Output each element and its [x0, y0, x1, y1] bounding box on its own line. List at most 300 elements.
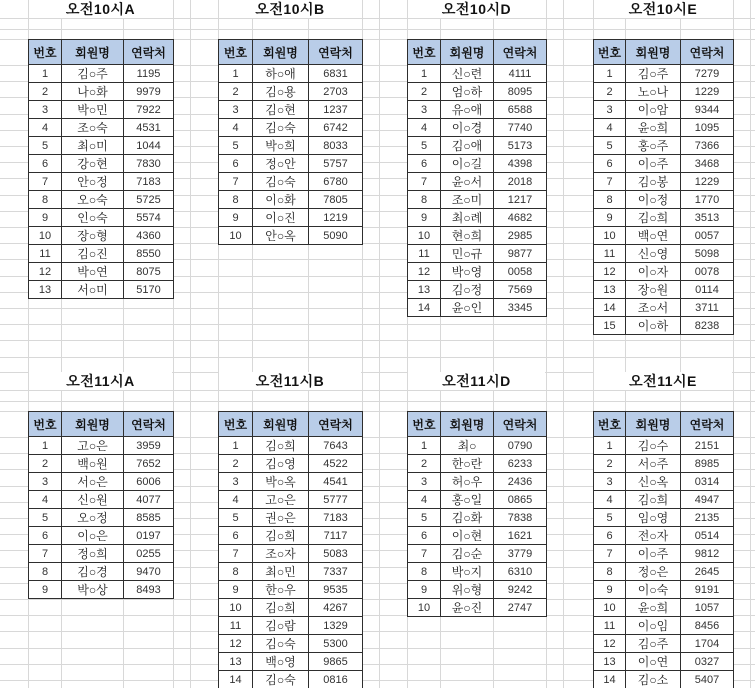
cell-phone[interactable]: 9979: [124, 83, 174, 101]
cell-name[interactable]: 이○숙: [626, 581, 681, 599]
cell-name[interactable]: 윤○희: [626, 119, 681, 137]
cell-no[interactable]: 9: [408, 581, 441, 599]
cell-name[interactable]: 김○수: [626, 437, 681, 455]
header-cell-phone[interactable]: 연락처: [124, 40, 174, 65]
cell-name[interactable]: 정○안: [253, 155, 309, 173]
cell-no[interactable]: 10: [594, 227, 626, 245]
header-cell-no[interactable]: 번호: [219, 412, 253, 437]
cell-name[interactable]: 현○희: [441, 227, 494, 245]
cell-name[interactable]: 김○소: [626, 671, 681, 688]
cell-phone[interactable]: 0790: [494, 437, 547, 455]
cell-name[interactable]: 신○련: [441, 65, 494, 83]
cell-phone[interactable]: 8095: [494, 83, 547, 101]
cell-name[interactable]: 이○자: [626, 263, 681, 281]
cell-no[interactable]: 12: [29, 263, 62, 281]
cell-name[interactable]: 박○민: [62, 101, 124, 119]
cell-name[interactable]: 홍○주: [626, 137, 681, 155]
table-title[interactable]: 오전11시E: [594, 372, 732, 390]
cell-no[interactable]: 10: [219, 599, 253, 617]
cell-name[interactable]: 최○미: [62, 137, 124, 155]
table-title[interactable]: 오전10시A: [29, 0, 172, 18]
cell-name[interactable]: 엄○하: [441, 83, 494, 101]
cell-phone[interactable]: 8033: [309, 137, 363, 155]
header-cell-phone[interactable]: 연락처: [681, 412, 734, 437]
cell-name[interactable]: 이○정: [626, 191, 681, 209]
cell-phone[interactable]: 7117: [309, 527, 363, 545]
cell-phone[interactable]: 3779: [494, 545, 547, 563]
cell-name[interactable]: 전○자: [626, 527, 681, 545]
cell-phone[interactable]: 8075: [124, 263, 174, 281]
cell-phone[interactable]: 8238: [681, 317, 734, 335]
cell-phone[interactable]: 9535: [309, 581, 363, 599]
cell-name[interactable]: 조○미: [441, 191, 494, 209]
cell-name[interactable]: 이○길: [441, 155, 494, 173]
cell-phone[interactable]: 5170: [124, 281, 174, 299]
cell-phone[interactable]: 0114: [681, 281, 734, 299]
cell-no[interactable]: 5: [594, 137, 626, 155]
header-cell-name[interactable]: 회원명: [441, 412, 494, 437]
cell-phone[interactable]: 0865: [494, 491, 547, 509]
cell-phone[interactable]: 5757: [309, 155, 363, 173]
cell-name[interactable]: 김○현: [253, 101, 309, 119]
cell-no[interactable]: 12: [408, 263, 441, 281]
header-cell-no[interactable]: 번호: [219, 40, 253, 65]
cell-no[interactable]: 7: [594, 173, 626, 191]
cell-name[interactable]: 민○규: [441, 245, 494, 263]
cell-phone[interactable]: 4360: [124, 227, 174, 245]
header-cell-phone[interactable]: 연락처: [494, 412, 547, 437]
cell-phone[interactable]: 5574: [124, 209, 174, 227]
cell-name[interactable]: 김○주: [62, 65, 124, 83]
cell-no[interactable]: 7: [408, 545, 441, 563]
cell-no[interactable]: 1: [219, 437, 253, 455]
cell-name[interactable]: 서○주: [626, 455, 681, 473]
header-cell-no[interactable]: 번호: [408, 40, 441, 65]
cell-no[interactable]: 5: [29, 137, 62, 155]
cell-name[interactable]: 김○화: [441, 509, 494, 527]
cell-phone[interactable]: 0327: [681, 653, 734, 671]
cell-no[interactable]: 13: [408, 281, 441, 299]
cell-phone[interactable]: 6780: [309, 173, 363, 191]
cell-name[interactable]: 윤○진: [441, 599, 494, 617]
cell-phone[interactable]: 9865: [309, 653, 363, 671]
cell-phone[interactable]: 5300: [309, 635, 363, 653]
cell-phone[interactable]: 0816: [309, 671, 363, 688]
cell-name[interactable]: 신○영: [626, 245, 681, 263]
cell-phone[interactable]: 6831: [309, 65, 363, 83]
cell-phone[interactable]: 8985: [681, 455, 734, 473]
header-cell-no[interactable]: 번호: [29, 40, 62, 65]
cell-no[interactable]: 8: [29, 191, 62, 209]
cell-phone[interactable]: 1237: [309, 101, 363, 119]
cell-no[interactable]: 1: [29, 65, 62, 83]
cell-no[interactable]: 12: [219, 635, 253, 653]
cell-name[interactable]: 강○현: [62, 155, 124, 173]
cell-name[interactable]: 이○경: [441, 119, 494, 137]
cell-name[interactable]: 조○서: [626, 299, 681, 317]
cell-phone[interactable]: 9470: [124, 563, 174, 581]
cell-name[interactable]: 김○희: [626, 209, 681, 227]
cell-no[interactable]: 2: [29, 83, 62, 101]
cell-phone[interactable]: 2151: [681, 437, 734, 455]
cell-name[interactable]: 이○현: [441, 527, 494, 545]
cell-name[interactable]: 권○은: [253, 509, 309, 527]
cell-name[interactable]: 김○정: [441, 281, 494, 299]
cell-name[interactable]: 노○나: [626, 83, 681, 101]
cell-phone[interactable]: 6006: [124, 473, 174, 491]
cell-phone[interactable]: 7830: [124, 155, 174, 173]
cell-no[interactable]: 1: [594, 65, 626, 83]
cell-name[interactable]: 이○주: [626, 545, 681, 563]
cell-phone[interactable]: 1217: [494, 191, 547, 209]
cell-name[interactable]: 윤○인: [441, 299, 494, 317]
cell-phone[interactable]: 6742: [309, 119, 363, 137]
cell-no[interactable]: 4: [29, 491, 62, 509]
cell-phone[interactable]: 0058: [494, 263, 547, 281]
cell-no[interactable]: 8: [219, 563, 253, 581]
cell-phone[interactable]: 7838: [494, 509, 547, 527]
cell-name[interactable]: 위○형: [441, 581, 494, 599]
cell-phone[interactable]: 5090: [309, 227, 363, 245]
cell-name[interactable]: 한○란: [441, 455, 494, 473]
cell-no[interactable]: 3: [408, 101, 441, 119]
cell-phone[interactable]: 9877: [494, 245, 547, 263]
cell-no[interactable]: 3: [594, 101, 626, 119]
cell-no[interactable]: 6: [408, 155, 441, 173]
cell-phone[interactable]: 1329: [309, 617, 363, 635]
cell-name[interactable]: 김○희: [253, 437, 309, 455]
cell-phone[interactable]: 1704: [681, 635, 734, 653]
table-title[interactable]: 오전11시A: [29, 372, 172, 390]
header-cell-name[interactable]: 회원명: [62, 412, 124, 437]
cell-phone[interactable]: 7183: [309, 509, 363, 527]
cell-name[interactable]: 한○우: [253, 581, 309, 599]
cell-name[interactable]: 고○은: [253, 491, 309, 509]
cell-no[interactable]: 2: [408, 455, 441, 473]
cell-phone[interactable]: 1621: [494, 527, 547, 545]
cell-phone[interactable]: 7183: [124, 173, 174, 191]
cell-name[interactable]: 장○원: [626, 281, 681, 299]
cell-name[interactable]: 김○희: [626, 491, 681, 509]
cell-phone[interactable]: 7922: [124, 101, 174, 119]
cell-phone[interactable]: 5083: [309, 545, 363, 563]
cell-phone[interactable]: 4398: [494, 155, 547, 173]
cell-phone[interactable]: 9344: [681, 101, 734, 119]
table-title[interactable]: 오전11시D: [408, 372, 545, 390]
cell-phone[interactable]: 3468: [681, 155, 734, 173]
cell-phone[interactable]: 0057: [681, 227, 734, 245]
cell-phone[interactable]: 8585: [124, 509, 174, 527]
header-cell-no[interactable]: 번호: [594, 412, 626, 437]
cell-phone[interactable]: 2436: [494, 473, 547, 491]
cell-phone[interactable]: 5725: [124, 191, 174, 209]
cell-phone[interactable]: 0514: [681, 527, 734, 545]
cell-no[interactable]: 7: [219, 545, 253, 563]
cell-no[interactable]: 8: [408, 191, 441, 209]
cell-phone[interactable]: 4541: [309, 473, 363, 491]
cell-phone[interactable]: 6588: [494, 101, 547, 119]
cell-no[interactable]: 6: [408, 527, 441, 545]
cell-no[interactable]: 6: [29, 527, 62, 545]
cell-phone[interactable]: 1770: [681, 191, 734, 209]
cell-phone[interactable]: 2985: [494, 227, 547, 245]
cell-name[interactable]: 박○희: [253, 137, 309, 155]
cell-phone[interactable]: 7643: [309, 437, 363, 455]
cell-no[interactable]: 13: [219, 653, 253, 671]
cell-phone[interactable]: 4111: [494, 65, 547, 83]
cell-no[interactable]: 8: [29, 563, 62, 581]
cell-name[interactable]: 이○진: [253, 209, 309, 227]
cell-no[interactable]: 5: [594, 509, 626, 527]
cell-phone[interactable]: 5777: [309, 491, 363, 509]
cell-no[interactable]: 8: [594, 563, 626, 581]
cell-name[interactable]: 이○암: [626, 101, 681, 119]
cell-no[interactable]: 14: [219, 671, 253, 688]
cell-phone[interactable]: 4077: [124, 491, 174, 509]
cell-name[interactable]: 신○옥: [626, 473, 681, 491]
cell-name[interactable]: 김○순: [441, 545, 494, 563]
cell-name[interactable]: 김○희: [253, 527, 309, 545]
cell-name[interactable]: 정○은: [626, 563, 681, 581]
cell-name[interactable]: 고○은: [62, 437, 124, 455]
cell-phone[interactable]: 8550: [124, 245, 174, 263]
cell-phone[interactable]: 6310: [494, 563, 547, 581]
cell-name[interactable]: 하○애: [253, 65, 309, 83]
cell-phone[interactable]: 7569: [494, 281, 547, 299]
cell-phone[interactable]: 0197: [124, 527, 174, 545]
cell-no[interactable]: 3: [408, 473, 441, 491]
cell-name[interactable]: 안○옥: [253, 227, 309, 245]
cell-no[interactable]: 4: [594, 119, 626, 137]
cell-name[interactable]: 서○은: [62, 473, 124, 491]
cell-name[interactable]: 최○민: [253, 563, 309, 581]
cell-name[interactable]: 이○은: [62, 527, 124, 545]
cell-phone[interactable]: 3513: [681, 209, 734, 227]
cell-name[interactable]: 임○영: [626, 509, 681, 527]
cell-name[interactable]: 장○형: [62, 227, 124, 245]
cell-name[interactable]: 최○례: [441, 209, 494, 227]
cell-name[interactable]: 김○숙: [253, 119, 309, 137]
cell-name[interactable]: 김○주: [626, 65, 681, 83]
cell-phone[interactable]: 3711: [681, 299, 734, 317]
cell-name[interactable]: 김○경: [62, 563, 124, 581]
cell-phone[interactable]: 7652: [124, 455, 174, 473]
cell-name[interactable]: 허○우: [441, 473, 494, 491]
cell-no[interactable]: 5: [408, 509, 441, 527]
cell-no[interactable]: 13: [594, 653, 626, 671]
cell-no[interactable]: 8: [408, 563, 441, 581]
cell-phone[interactable]: 8493: [124, 581, 174, 599]
cell-name[interactable]: 김○람: [253, 617, 309, 635]
cell-no[interactable]: 10: [219, 227, 253, 245]
cell-phone[interactable]: 7805: [309, 191, 363, 209]
cell-name[interactable]: 조○자: [253, 545, 309, 563]
cell-phone[interactable]: 8456: [681, 617, 734, 635]
cell-no[interactable]: 4: [219, 119, 253, 137]
cell-no[interactable]: 9: [29, 581, 62, 599]
cell-no[interactable]: 6: [594, 527, 626, 545]
cell-no[interactable]: 3: [219, 101, 253, 119]
header-cell-name[interactable]: 회원명: [253, 40, 309, 65]
cell-name[interactable]: 신○원: [62, 491, 124, 509]
cell-no[interactable]: 9: [219, 581, 253, 599]
cell-name[interactable]: 박○영: [441, 263, 494, 281]
header-cell-phone[interactable]: 연락처: [681, 40, 734, 65]
cell-no[interactable]: 11: [594, 245, 626, 263]
cell-no[interactable]: 10: [408, 227, 441, 245]
cell-no[interactable]: 5: [219, 137, 253, 155]
cell-phone[interactable]: 1229: [681, 173, 734, 191]
cell-name[interactable]: 이○화: [253, 191, 309, 209]
cell-no[interactable]: 13: [594, 281, 626, 299]
cell-name[interactable]: 백○연: [626, 227, 681, 245]
cell-no[interactable]: 1: [408, 65, 441, 83]
cell-no[interactable]: 7: [408, 173, 441, 191]
cell-name[interactable]: 최○: [441, 437, 494, 455]
cell-phone[interactable]: 5173: [494, 137, 547, 155]
cell-name[interactable]: 김○숙: [253, 671, 309, 688]
cell-phone[interactable]: 7366: [681, 137, 734, 155]
table-title[interactable]: 오전10시E: [594, 0, 732, 18]
cell-phone[interactable]: 1057: [681, 599, 734, 617]
cell-no[interactable]: 2: [219, 83, 253, 101]
cell-no[interactable]: 7: [29, 545, 62, 563]
header-cell-name[interactable]: 회원명: [441, 40, 494, 65]
header-cell-phone[interactable]: 연락처: [309, 412, 363, 437]
cell-phone[interactable]: 9191: [681, 581, 734, 599]
cell-name[interactable]: 김○봉: [626, 173, 681, 191]
cell-phone[interactable]: 7337: [309, 563, 363, 581]
cell-no[interactable]: 6: [594, 155, 626, 173]
cell-no[interactable]: 3: [219, 473, 253, 491]
cell-no[interactable]: 7: [29, 173, 62, 191]
cell-no[interactable]: 11: [29, 245, 62, 263]
cell-no[interactable]: 9: [594, 209, 626, 227]
cell-no[interactable]: 10: [29, 227, 62, 245]
cell-no[interactable]: 2: [408, 83, 441, 101]
cell-phone[interactable]: 3345: [494, 299, 547, 317]
cell-no[interactable]: 1: [29, 437, 62, 455]
cell-phone[interactable]: 2703: [309, 83, 363, 101]
header-cell-name[interactable]: 회원명: [253, 412, 309, 437]
cell-phone[interactable]: 2018: [494, 173, 547, 191]
cell-no[interactable]: 5: [408, 137, 441, 155]
cell-phone[interactable]: 1095: [681, 119, 734, 137]
cell-name[interactable]: 윤○서: [441, 173, 494, 191]
cell-phone[interactable]: 4531: [124, 119, 174, 137]
cell-phone[interactable]: 7279: [681, 65, 734, 83]
cell-name[interactable]: 김○숙: [253, 173, 309, 191]
cell-no[interactable]: 10: [408, 599, 441, 617]
cell-phone[interactable]: 0314: [681, 473, 734, 491]
cell-no[interactable]: 4: [219, 491, 253, 509]
header-cell-name[interactable]: 회원명: [626, 40, 681, 65]
cell-no[interactable]: 9: [594, 581, 626, 599]
cell-name[interactable]: 박○옥: [253, 473, 309, 491]
header-cell-no[interactable]: 번호: [29, 412, 62, 437]
cell-name[interactable]: 박○연: [62, 263, 124, 281]
cell-phone[interactable]: 9812: [681, 545, 734, 563]
cell-name[interactable]: 백○영: [253, 653, 309, 671]
cell-no[interactable]: 9: [29, 209, 62, 227]
cell-no[interactable]: 3: [29, 473, 62, 491]
cell-name[interactable]: 이○임: [626, 617, 681, 635]
cell-phone[interactable]: 3959: [124, 437, 174, 455]
cell-name[interactable]: 나○화: [62, 83, 124, 101]
table-title[interactable]: 오전11시B: [219, 372, 361, 390]
cell-name[interactable]: 김○애: [441, 137, 494, 155]
cell-phone[interactable]: 5407: [681, 671, 734, 688]
cell-no[interactable]: 12: [594, 635, 626, 653]
cell-name[interactable]: 오○정: [62, 509, 124, 527]
cell-phone[interactable]: 0078: [681, 263, 734, 281]
header-cell-phone[interactable]: 연락처: [124, 412, 174, 437]
cell-no[interactable]: 2: [219, 455, 253, 473]
cell-name[interactable]: 이○연: [626, 653, 681, 671]
cell-no[interactable]: 11: [594, 617, 626, 635]
cell-no[interactable]: 11: [408, 245, 441, 263]
cell-phone[interactable]: 2645: [681, 563, 734, 581]
cell-name[interactable]: 조○숙: [62, 119, 124, 137]
cell-name[interactable]: 박○지: [441, 563, 494, 581]
cell-name[interactable]: 정○희: [62, 545, 124, 563]
cell-no[interactable]: 1: [594, 437, 626, 455]
cell-phone[interactable]: 4682: [494, 209, 547, 227]
header-cell-no[interactable]: 번호: [594, 40, 626, 65]
cell-no[interactable]: 5: [219, 509, 253, 527]
cell-name[interactable]: 박○상: [62, 581, 124, 599]
header-cell-phone[interactable]: 연락처: [494, 40, 547, 65]
cell-no[interactable]: 6: [29, 155, 62, 173]
table-title[interactable]: 오전10시D: [408, 0, 545, 18]
cell-phone[interactable]: 9242: [494, 581, 547, 599]
cell-no[interactable]: 10: [594, 599, 626, 617]
cell-no[interactable]: 5: [29, 509, 62, 527]
cell-no[interactable]: 8: [594, 191, 626, 209]
cell-no[interactable]: 3: [29, 101, 62, 119]
cell-no[interactable]: 6: [219, 155, 253, 173]
cell-no[interactable]: 14: [408, 299, 441, 317]
cell-name[interactable]: 김○희: [253, 599, 309, 617]
cell-name[interactable]: 윤○희: [626, 599, 681, 617]
cell-no[interactable]: 2: [594, 83, 626, 101]
cell-no[interactable]: 1: [219, 65, 253, 83]
cell-phone[interactable]: 4947: [681, 491, 734, 509]
cell-no[interactable]: 4: [408, 119, 441, 137]
header-cell-no[interactable]: 번호: [408, 412, 441, 437]
cell-no[interactable]: 4: [408, 491, 441, 509]
cell-no[interactable]: 13: [29, 281, 62, 299]
cell-no[interactable]: 7: [219, 173, 253, 191]
cell-no[interactable]: 4: [594, 491, 626, 509]
cell-name[interactable]: 서○미: [62, 281, 124, 299]
cell-name[interactable]: 김○영: [253, 455, 309, 473]
cell-no[interactable]: 15: [594, 317, 626, 335]
cell-phone[interactable]: 0255: [124, 545, 174, 563]
cell-name[interactable]: 오○숙: [62, 191, 124, 209]
cell-phone[interactable]: 4267: [309, 599, 363, 617]
cell-no[interactable]: 8: [219, 191, 253, 209]
cell-phone[interactable]: 5098: [681, 245, 734, 263]
header-cell-phone[interactable]: 연락처: [309, 40, 363, 65]
cell-name[interactable]: 김○진: [62, 245, 124, 263]
cell-phone[interactable]: 6233: [494, 455, 547, 473]
cell-name[interactable]: 인○숙: [62, 209, 124, 227]
cell-no[interactable]: 14: [594, 299, 626, 317]
cell-name[interactable]: 김○용: [253, 83, 309, 101]
cell-no[interactable]: 12: [594, 263, 626, 281]
cell-name[interactable]: 백○원: [62, 455, 124, 473]
